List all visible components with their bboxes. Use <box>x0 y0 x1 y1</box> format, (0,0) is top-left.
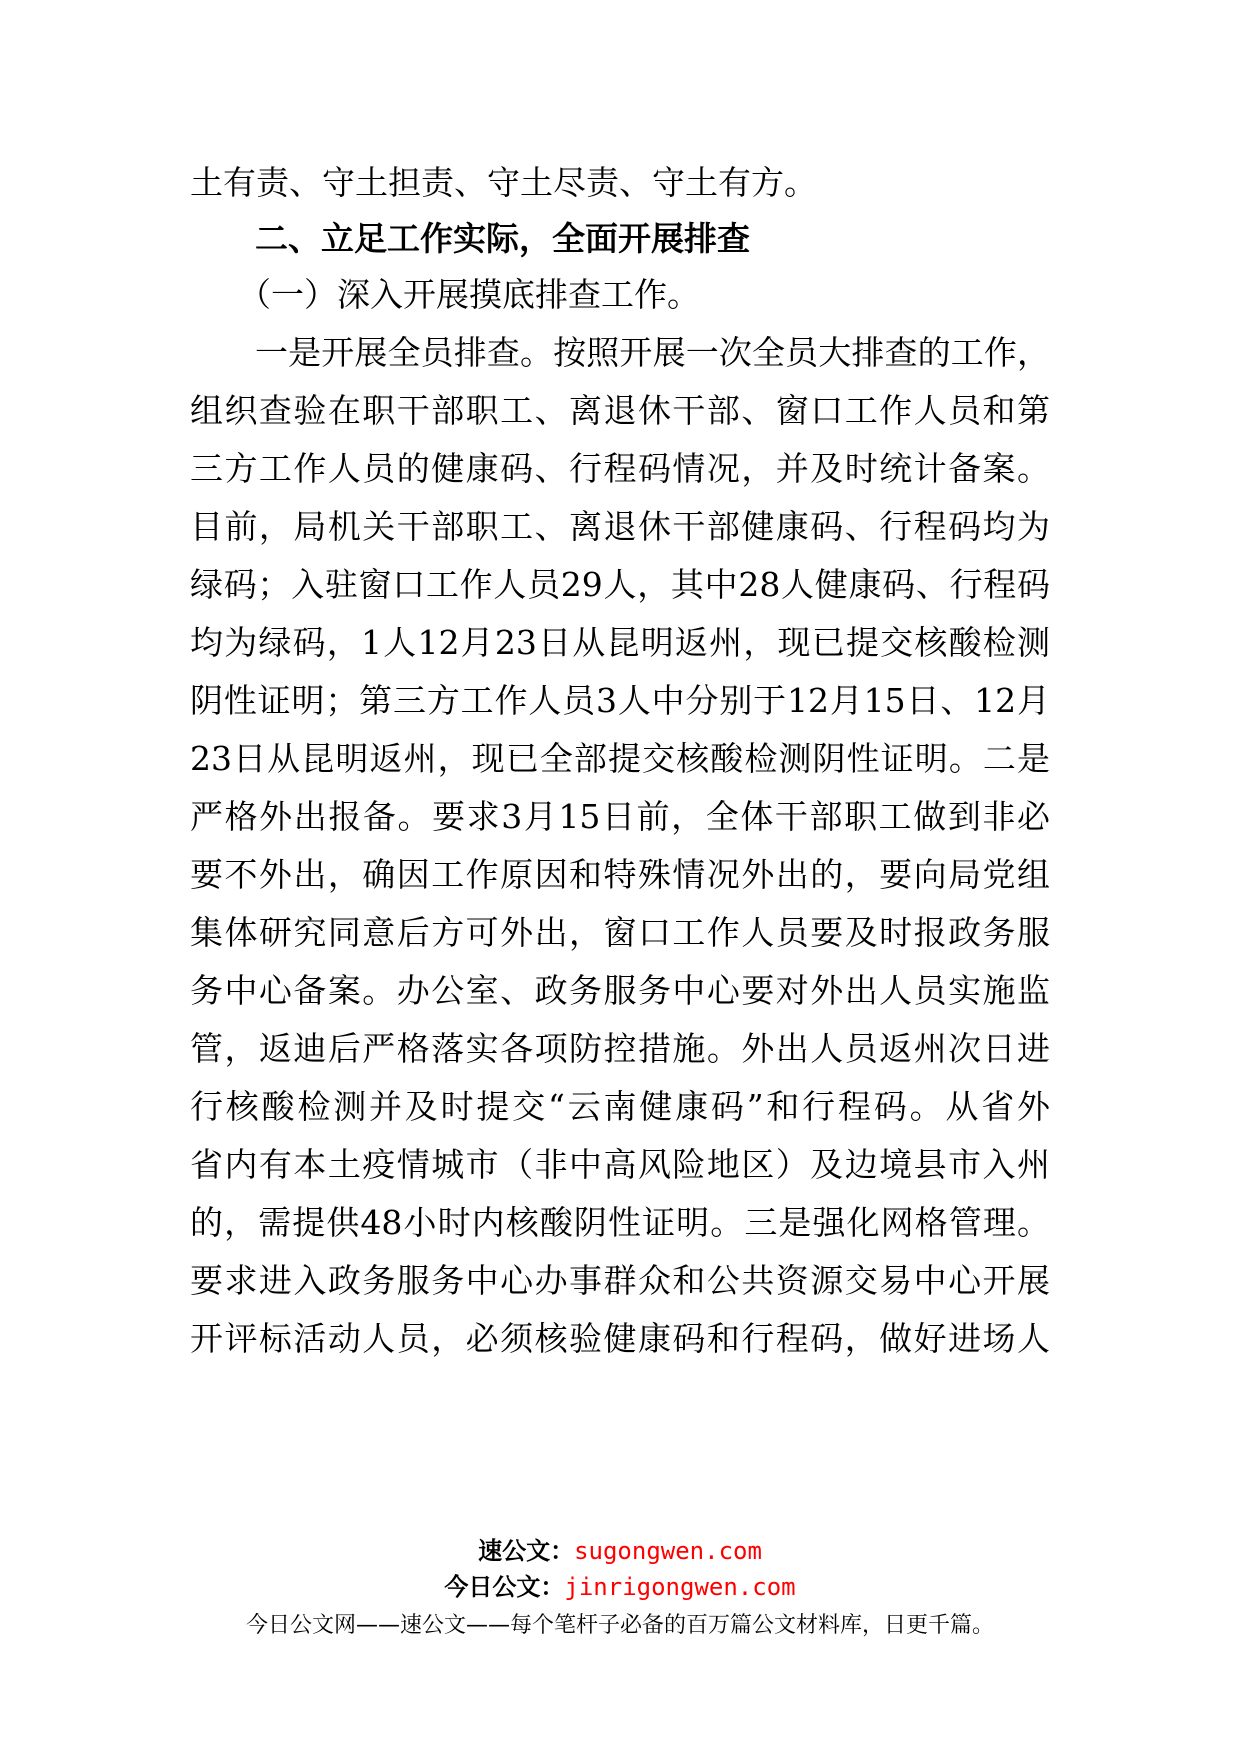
paragraph-line: 要不外出，确因工作原因和特殊情况外出的，要向局党组 <box>190 855 1050 894</box>
footer-line-sugongwen <box>0 1535 1240 1567</box>
footer-slogan: 今日公文网——速公文——每个笔杆子必备的百万篇公文材料库，日更千篇。 <box>245 1613 994 1638</box>
paragraph-line: 目前，局机关干部职工、离退休干部健康码、行程码均为 <box>190 507 1050 546</box>
paragraph-line: 管，返迪后严格落实各项防控措施。外出人员返州次日进 <box>190 1029 1050 1068</box>
paragraph-line: 要求进入政务服务中心办事群众和公共资源交易中心开展 <box>190 1261 1050 1300</box>
subsection-heading: （一）深入开展摸底排查工作。 <box>238 275 700 314</box>
sugongwen-link[interactable]: sugongwen.com <box>574 1537 762 1565</box>
paragraph-line: 务中心备案。办公室、政务服务中心要对外出人员实施监 <box>190 971 1050 1010</box>
paragraph-line: 的，需提供48小时内核酸阴性证明。三是强化网格管理。 <box>190 1203 1050 1242</box>
paragraph-line: 土有责、守土担责、守土尽责、守土有方。 <box>190 163 817 202</box>
paragraph-line: 行核酸检测并及时提交“云南健康码”和行程码。从省外 <box>190 1087 1050 1126</box>
paragraph-line: 严格外出报备。要求3月15日前，全体干部职工做到非必 <box>190 797 1050 836</box>
paragraph-line: 组织查验在职干部职工、离退休干部、窗口工作人员和第 <box>190 391 1050 430</box>
paragraph-line: 开评标活动人员，必须核验健康码和行程码，做好进场人 <box>190 1319 1050 1358</box>
footer-label: 速公文： <box>478 1537 575 1565</box>
paragraph-line: 一是开展全员排查。按照开展一次全员大排查的工作， <box>255 333 1050 372</box>
paragraph-line: 三方工作人员的健康码、行程码情况，并及时统计备案。 <box>190 449 1050 488</box>
jinrigongwen-link[interactable]: jinrigongwen.com <box>564 1573 796 1601</box>
paragraph-line: 23日从昆明返州，现已全部提交核酸检测阴性证明。二是 <box>190 739 1050 778</box>
footer-label: 今日公文： <box>444 1573 565 1601</box>
paragraph-line: 均为绿码，1人12月23日从昆明返州，现已提交核酸检测 <box>190 623 1050 662</box>
paragraph-line: 绿码；入驻窗口工作人员29人，其中28人健康码、行程码 <box>190 565 1050 604</box>
paragraph-line: 集体研究同意后方可外出，窗口工作人员要及时报政务服 <box>190 913 1050 952</box>
paragraph-line: 阴性证明；第三方工作人员3人中分别于12月15日、12月 <box>190 681 1050 720</box>
footer-line-jinrigongwen <box>0 1571 1240 1603</box>
paragraph-line: 省内有本土疫情城市（非中高风险地区）及边境县市入州 <box>190 1145 1050 1184</box>
section-heading: 二、立足工作实际，全面开展排查 <box>255 219 750 258</box>
